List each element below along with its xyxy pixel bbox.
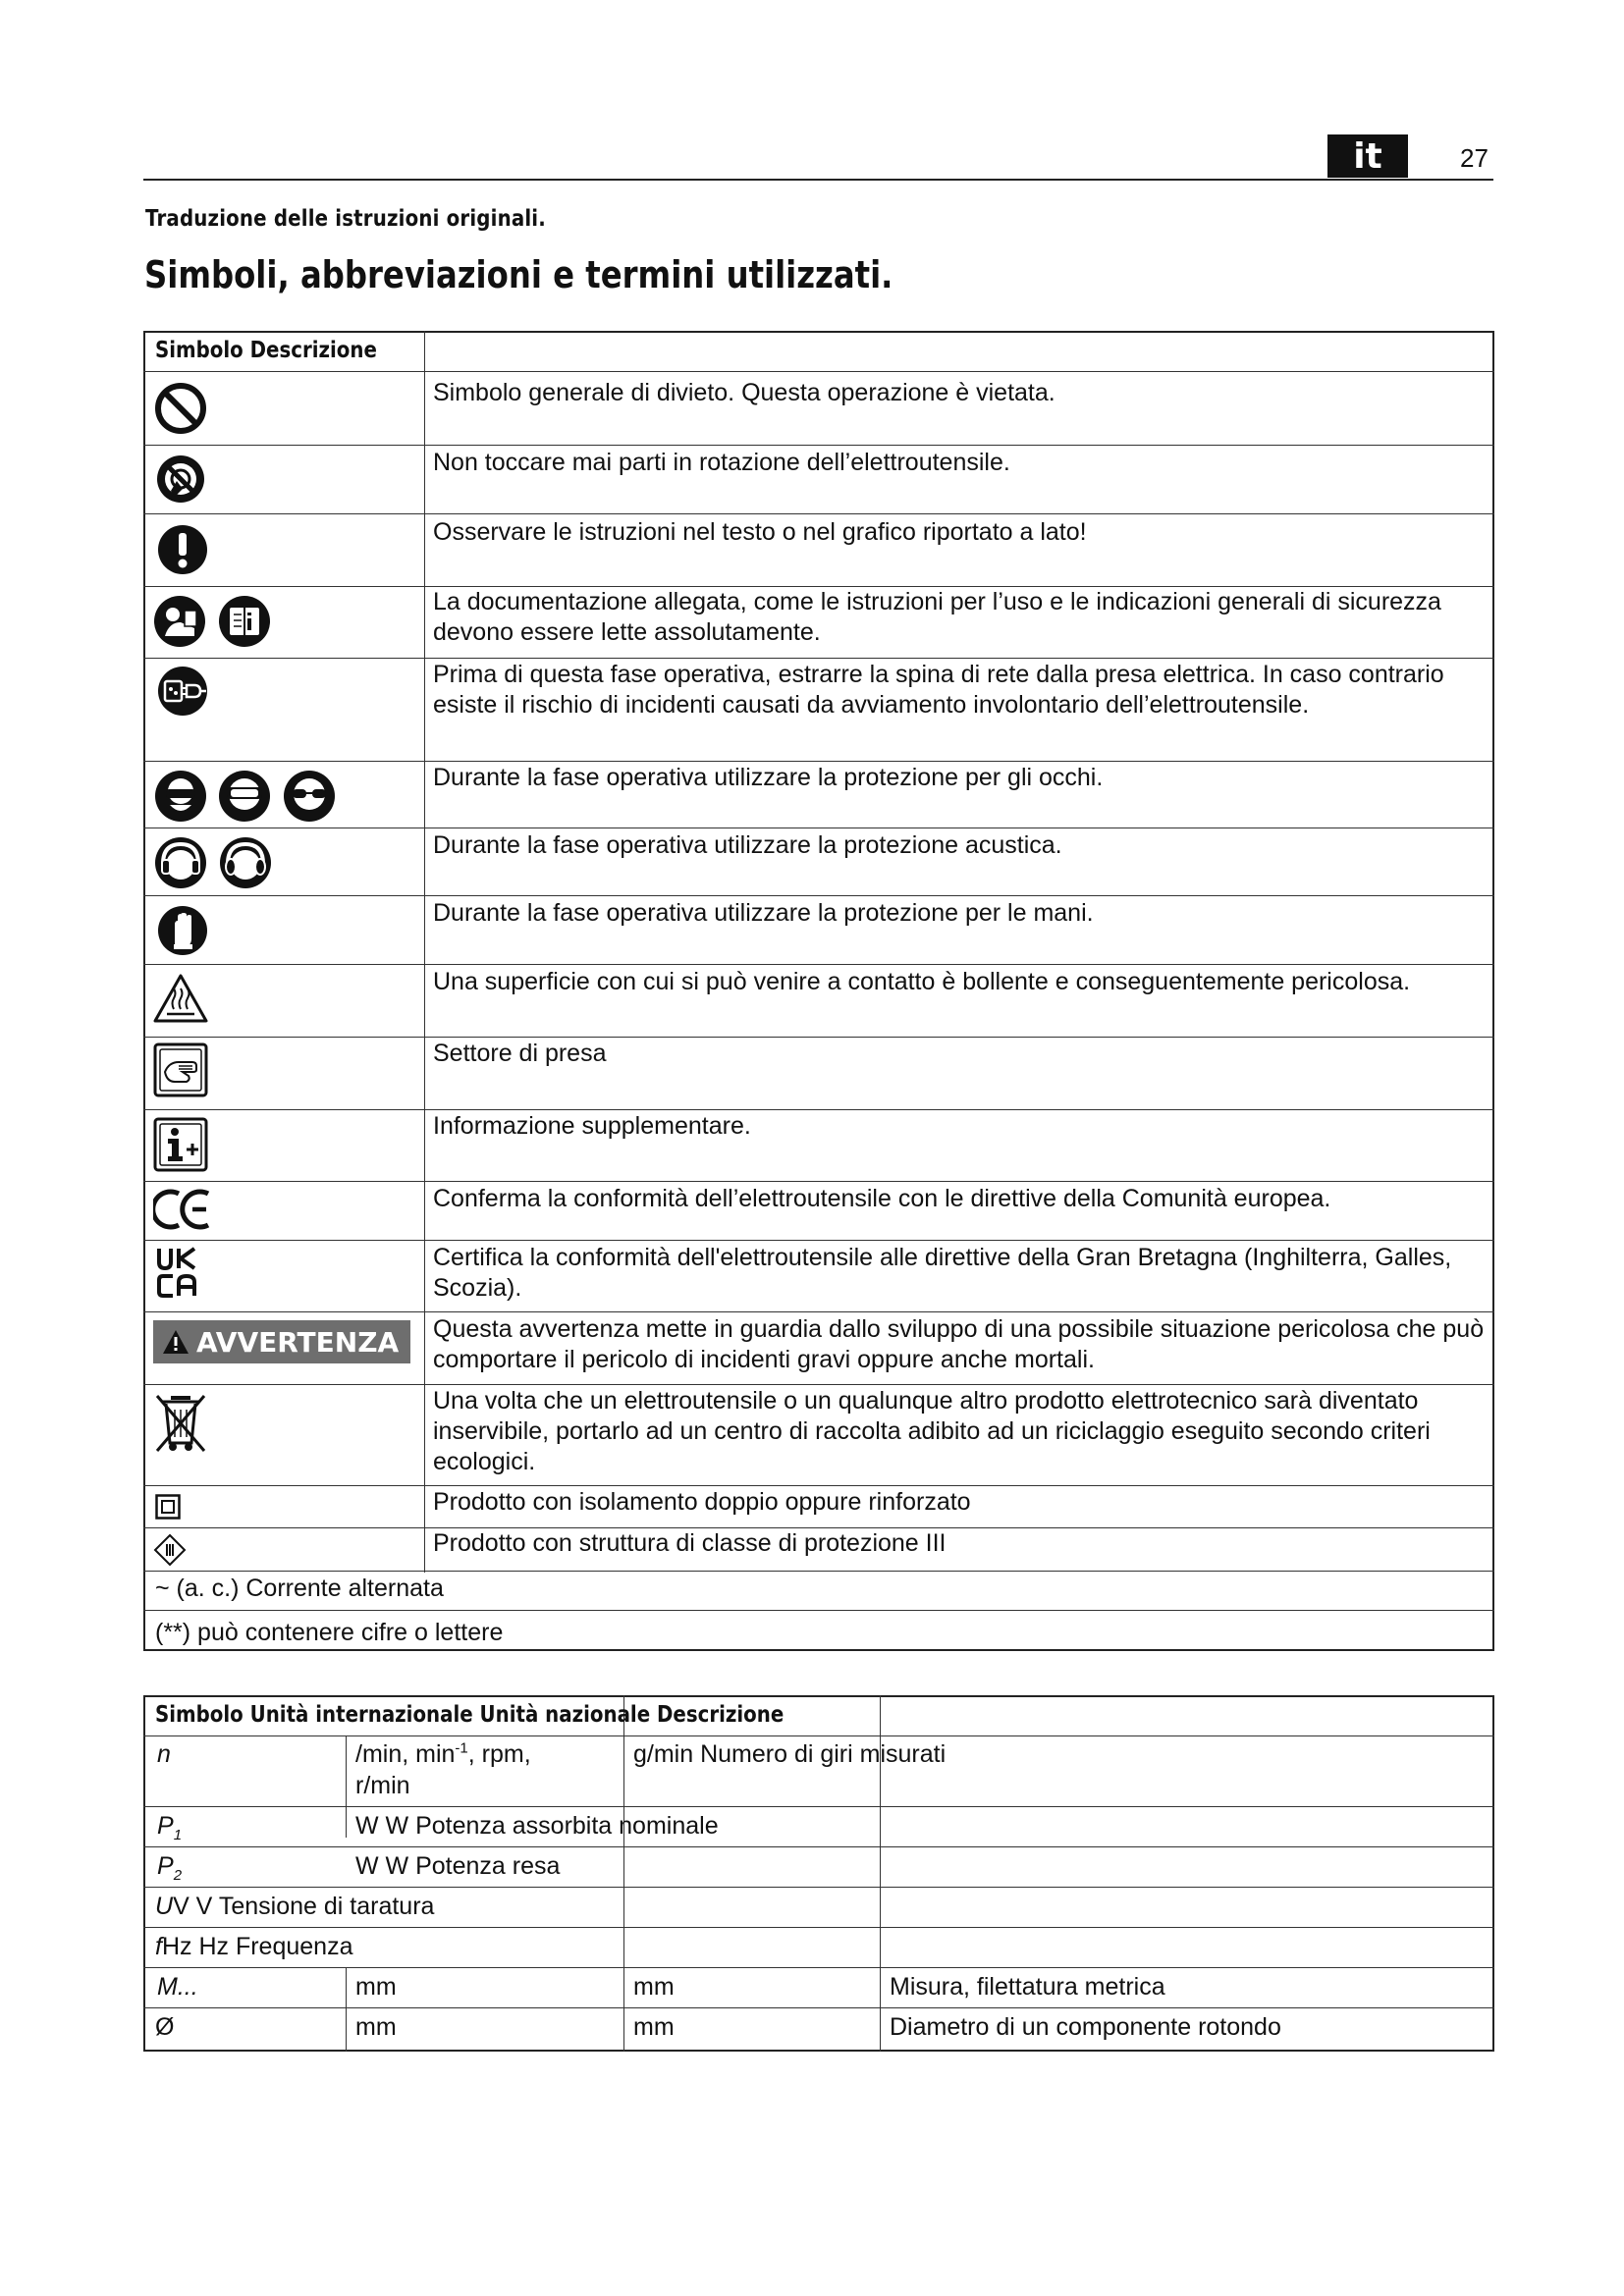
unit-row: fHz Hz Frequenza (155, 1933, 353, 1960)
symbol-description: Conferma la conformità dell’elettroutensile con le direttive della Comunità europea. (433, 1185, 1331, 1212)
unit-national: mm (633, 2013, 675, 2041)
hot-surface-icon (151, 972, 210, 1025)
symbol-description: Una volta che un elettroutensile o un qualunque altro prodotto elettrotecnico sarà diventato inservibile, portarlo ad un centro di raccolta adibito ad un riciclaggio eseguito secondo criteri ecologici. (433, 1387, 1431, 1475)
symbol-description: Durante la fase operativa utilizzare la protezione acustica. (433, 831, 1062, 859)
unplug-icon (155, 664, 210, 719)
symbol-description: Prodotto con isolamento doppio oppure rinforzato (433, 1488, 971, 1516)
info-plus-icon (153, 1117, 208, 1172)
unit-international: /min, $\min^{-1}$, rpm, (355, 1739, 531, 1768)
unit-international-cont: r/min (355, 1772, 410, 1799)
do-not-touch-rotating-parts-icon (153, 452, 208, 507)
symbol-description: Informazione supplementare. (433, 1112, 751, 1140)
symbol-description: Non toccare mai parti in rotazione dell’elettroutensile. (433, 449, 1010, 476)
units-table-header: Simbolo Unità internazionale Unità nazionale Descrizione (155, 1702, 785, 1728)
header-rule (143, 179, 1493, 181)
symbol-description: Prima di questa fase operativa, estrarre la spina di rete dalla presa elettrica. In caso contrario esiste il rischio di incidenti causati da avviamento involontario dell’elettroutensile. (433, 661, 1444, 719)
placeholder-note: (**) può contenere cifre o lettere (155, 1619, 504, 1646)
unit-description: Diametro di un componente rotondo (890, 2013, 1281, 2041)
protection-class-iii-icon (153, 1533, 187, 1567)
symbol-description: Questa avvertenza mette in guardia dallo sviluppo di una possibile situazione pericolosa che può comportare il pericolo di incidenti gravi oppure anche mortali. (433, 1315, 1485, 1373)
unit-national: mm (633, 1973, 675, 2001)
ear-protection-icon (152, 834, 276, 891)
symbol-description: Una superficie con cui si può venire a contatto è bollente e conseguentemente pericolosa. (433, 968, 1411, 995)
double-insulation-icon (155, 1494, 181, 1520)
unit-symbol: Ø (155, 2013, 175, 2041)
unit-symbol: n (157, 1740, 171, 1768)
ukca-mark-icon (155, 1245, 200, 1300)
ce-mark-icon (153, 1188, 214, 1231)
read-manual-icon (151, 593, 275, 650)
unit-symbol: $P_2$ (157, 1852, 183, 1884)
symbol-description: Simbolo generale di divieto. Questa operazione è vietata. (433, 379, 1056, 406)
alternating-current-note: ~ (a. c.) Corrente alternata (155, 1575, 444, 1602)
exclamation-icon (155, 522, 210, 577)
unit-symbol: M... (157, 1973, 198, 2001)
eye-protection-icon (152, 768, 339, 825)
page-title: Simboli, abbreviazioni e termini utilizzati. (144, 253, 893, 296)
unit-national-description: g/min Numero di giri misurati (633, 1740, 947, 1768)
unit-row-text: W W Potenza assorbita nominale (355, 1812, 719, 1840)
symbol-description: Durante la fase operativa utilizzare la protezione per gli occhi. (433, 764, 1104, 791)
symbols-table-header: Simbolo Descrizione (155, 338, 377, 363)
grip-area-icon (153, 1042, 208, 1097)
page-number: 27 (1460, 143, 1489, 173)
unit-symbol: $P_1$ (157, 1812, 183, 1843)
hand-protection-icon (155, 903, 210, 958)
unit-row-text: W W Potenza resa (355, 1852, 561, 1880)
unit-description: Misura, filettatura metrica (890, 1973, 1165, 2001)
prohibition-icon (153, 381, 208, 436)
unit-international: mm (355, 2013, 397, 2041)
symbol-description: Durante la fase operativa utilizzare la protezione per le mani. (433, 899, 1094, 927)
language-badge: it (1327, 134, 1408, 178)
warning-triangle-icon (161, 1328, 190, 1356)
document-subtitle: Traduzione delle istruzioni originali. (145, 206, 546, 232)
symbol-description: Certifica la conformità dell'elettroutensile alle direttive della Gran Bretagna (Inghilterra, Galles, Scozia). (433, 1244, 1452, 1302)
symbol-description: La documentazione allegata, come le istruzioni per l’uso e le indicazioni generali di sicurezza devono essere lette assolutamente. (433, 588, 1441, 646)
symbol-description: Prodotto con struttura di classe di protezione III (433, 1529, 947, 1557)
weee-bin-icon (149, 1388, 212, 1457)
symbol-description: Osservare le istruzioni nel testo o nel grafico riportato a lato! (433, 518, 1087, 546)
unit-international: mm (355, 1973, 397, 2001)
symbol-description: Settore di presa (433, 1040, 607, 1067)
unit-row: UV V Tensione di taratura (155, 1893, 435, 1920)
warning-badge: AVVERTENZA (153, 1320, 410, 1363)
